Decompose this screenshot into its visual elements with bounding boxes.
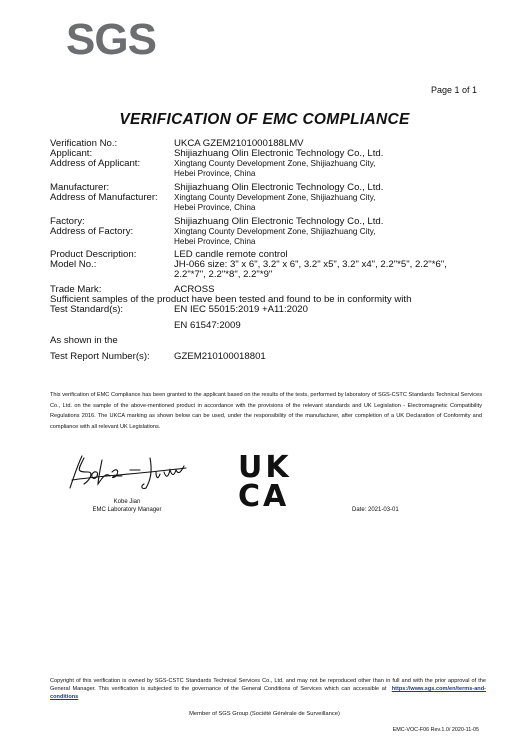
- manufacturer-address-value: [174, 193, 490, 212]
- compliance-paragraph: This verification of EMC Compliance has been granted to the applicant based on the results of the tests, performed by laboratory of SGS-CSTC Standards Technical Services Co., Ltd. on the sample of the above-mentioned product in accordance with the provisions of the relevant standards and UK Legislation - Electromagnetic Compatibility Regulations 2016. The UKCA marking as shown below can be used, under the responsibility of the manufacturer, after completion of a UK Declaration of Conformity and compliance with all relevant UK Legislations.: [50, 392, 482, 430]
- test-standard: EN IEC 55015:2019 +A11:2020: [174, 304, 308, 315]
- signature-image: [68, 450, 188, 492]
- field-label: Factory:: [50, 216, 85, 227]
- address-line: Xingtang County Development Zone, Shijiazhuang City,: [174, 159, 376, 168]
- issue-date: Date: 2021-03-01: [352, 507, 399, 513]
- manufacturer-address-row: [50, 193, 490, 212]
- address-line: Xingtang County Development Zone, Shijiazhuang City,: [174, 193, 376, 202]
- model-line: JH-066 size: 3" x 6", 3.2" x 6", 3.2" x5", 3.2" x4", 2.2"*5", 2.2"*6",: [174, 259, 447, 270]
- terms-link[interactable]: https://www.sgs.com/en/terms-and-conditions: [50, 686, 486, 701]
- product-description-value: LED candle remote control: [174, 249, 288, 260]
- factory-value: Shijiazhuang Olin Electronic Technology Co., Ltd.: [174, 216, 384, 227]
- signer-title: EMC Laboratory Manager: [92, 507, 162, 513]
- verification-no-value: UKCA GZEM2101000188LMV: [174, 138, 304, 149]
- test-standards-row: [50, 305, 490, 331]
- address-line: Xingtang County Development Zone, Shijiazhuang City,: [174, 227, 376, 236]
- field-label: Product Description:: [50, 249, 137, 260]
- model-no-value: [174, 260, 490, 280]
- test-standard: EN 61547:2009: [174, 320, 241, 331]
- test-report-value: GZEM210100018801: [174, 351, 266, 362]
- model-line: 2.2"*7", 2.2"*8", 2.2"*9": [174, 269, 273, 280]
- field-label: Applicant:: [50, 148, 93, 159]
- page-number: Page 1 of 1: [430, 85, 477, 95]
- ukca-mark-row: UK: [238, 450, 292, 485]
- copyright-text: Copyright of this verification is owned by SGS-CSTC Standards Technical Services Co., Ltd. and may not be reproduced other than in full and with the prior approval of the General Manager. This verification is subjected to the governance of the General Conditions of Services which can accessible at: [50, 678, 486, 693]
- address-line: Hebei Province, China: [174, 168, 256, 178]
- field-label: Address of Manufacturer:: [50, 192, 158, 203]
- ukca-mark: [238, 450, 298, 514]
- applicant-address-row: [50, 159, 490, 178]
- as-shown-text: As shown in the: [50, 335, 118, 346]
- field-label: Trade Mark:: [50, 284, 102, 295]
- applicant-address-value: [174, 159, 490, 178]
- model-no-row: [50, 260, 490, 280]
- ukca-mark-row: CA: [238, 479, 290, 514]
- field-label: Manufacturer:: [50, 182, 110, 193]
- address-line: Hebei Province, China: [174, 236, 256, 246]
- field-label: Address of Factory:: [50, 226, 134, 237]
- document-title: VERIFICATION OF EMC COMPLIANCE: [119, 111, 410, 128]
- test-standards-value: [174, 305, 490, 331]
- test-report-row: [50, 352, 490, 362]
- sgs-logo-text: SGS: [66, 18, 156, 58]
- form-number: EMC-VOC-F06 Rev.1.0/ 2020-11-05: [392, 727, 479, 733]
- sgs-logo: [63, 18, 159, 58]
- factory-address-row: [50, 227, 490, 246]
- trade-mark-value: ACROSS: [174, 284, 215, 295]
- address-line: Hebei Province, China: [174, 202, 256, 212]
- field-label: Test Report Number(s):: [50, 351, 150, 362]
- field-label: Model No.:: [50, 259, 97, 270]
- factory-address-value: [174, 227, 490, 246]
- applicant-value: Shijiazhuang Olin Electronic Technology Co., Ltd.: [174, 148, 384, 159]
- footer-copyright: [50, 677, 486, 702]
- member-statement: Member of SGS Group (Société Générale de Surveillance): [189, 711, 340, 717]
- field-label: Address of Applicant:: [50, 158, 141, 169]
- certificate-fields: [50, 139, 490, 362]
- conformity-statement: Sufficient samples of the product have been tested and found to be in conformity with: [50, 294, 412, 305]
- signer-name: Kobe Jian: [113, 499, 141, 505]
- field-label: Verification No.:: [50, 138, 118, 149]
- manufacturer-value: Shijiazhuang Olin Electronic Technology Co., Ltd.: [174, 182, 384, 193]
- field-label: Test Standard(s):: [50, 304, 124, 315]
- signer-block: [66, 498, 188, 514]
